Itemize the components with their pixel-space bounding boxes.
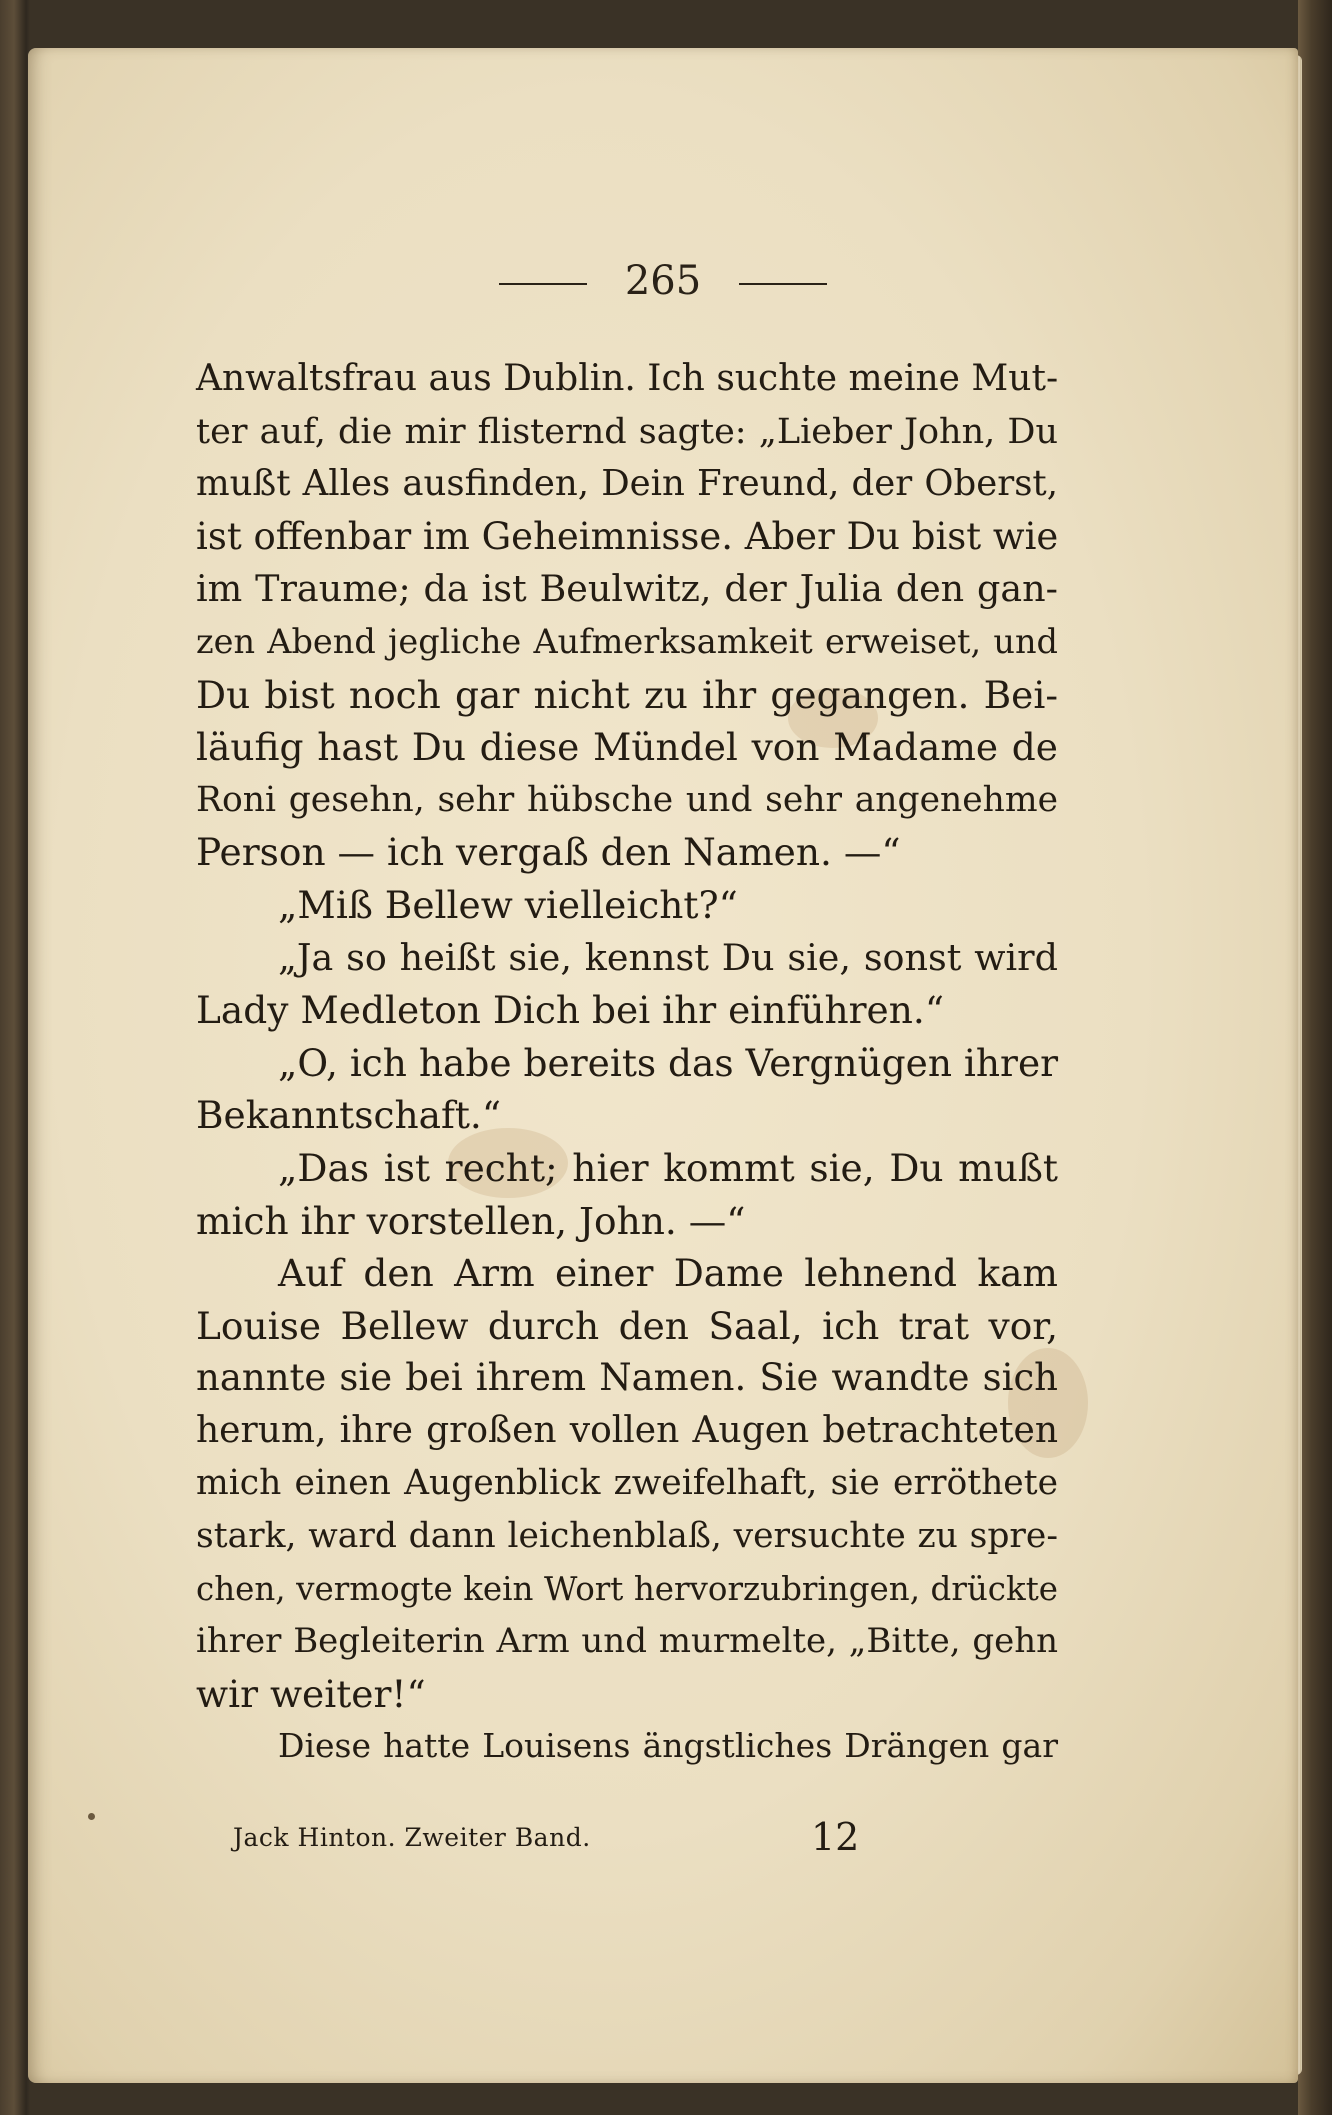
text-line: mich ihr vorstellen, John. —“ xyxy=(196,1198,746,1243)
page xyxy=(28,48,1298,2083)
text-line: zen Abend jegliche Aufmerksamkeit erweiset, und xyxy=(196,621,1058,661)
text-line: Louise Bellew durch den Saal, ich trat vor, xyxy=(196,1303,1058,1348)
body-text xyxy=(196,353,1058,1773)
text-line: ihrer Begleiterin Arm und murmelte, „Bitte, gehn xyxy=(196,1621,1058,1662)
text-line: „O, ich habe bereits das Vergnügen ihrer xyxy=(278,1040,1059,1085)
text-line: im Traume; da ist Beulwitz, der Julia den gan- xyxy=(196,567,1058,611)
text-line: Auf den Arm einer Dame lehnend kam xyxy=(278,1251,1058,1296)
text-line: Anwaltsfrau aus Dublin. Ich suchte meine Mut- xyxy=(196,358,1059,399)
page-number: 265 xyxy=(624,258,702,304)
text-line: chen, vermogte kein Wort hervorzubringen, drückte xyxy=(196,1569,1058,1608)
text-line: mußt Alles ausfinden, Dein Freund, der Oberst, xyxy=(196,463,1058,505)
text-line: Lady Medleton Dich bei ihr einführen.“ xyxy=(196,988,944,1033)
header-rule-left xyxy=(499,283,587,285)
text-line: Roni gesehn, sehr hübsche und sehr angenehme xyxy=(196,779,1058,820)
text-line: mich einen Augenblick zweifelhaft, sie erröthete xyxy=(196,1463,1058,1504)
text-line: wir weiter!“ xyxy=(196,1671,426,1716)
text-line: läufig hast Du diese Mündel von Madame de xyxy=(196,725,1058,770)
text-line: „Das ist recht; hier kommt sie, Du mußt xyxy=(278,1145,1058,1190)
text-line: ter auf, die mir flisternd sagte: „Lieber John, Du xyxy=(196,411,1058,452)
text-line: Person — ich vergaß den Namen. —“ xyxy=(196,830,901,875)
text-line: ist offenbar im Geheimnisse. Aber Du bist wie xyxy=(196,514,1059,558)
text-line: nannte sie bei ihrem Namen. Sie wandte sich xyxy=(196,1356,1058,1400)
page-header xyxy=(28,258,1298,304)
page-footer xyxy=(233,1815,873,1859)
footer-book-title: Jack Hinton. Zweiter Band. xyxy=(233,1823,591,1852)
text-line: Diese hatte Louisens ängstliches Drängen gar xyxy=(278,1726,1058,1766)
book-cover-edge xyxy=(1298,0,1332,2115)
text-line: Bekanntschaft.“ xyxy=(196,1093,501,1138)
text-line: „Ja so heißt sie, kennst Du sie, sonst wird xyxy=(278,935,1058,979)
text-line: Du bist noch gar nicht zu ihr gegangen. Bei- xyxy=(196,672,1058,717)
text-line: „Miß Bellew vielleicht?“ xyxy=(278,882,738,927)
text-line: herum, ihre großen vollen Augen betrachteten xyxy=(196,1409,1058,1451)
signature-mark: 12 xyxy=(811,1815,860,1859)
margin-mark xyxy=(88,1813,95,1820)
text-line: stark, ward dann leichenblaß, versuchte zu spre- xyxy=(196,1516,1058,1557)
header-rule-right xyxy=(739,283,827,285)
